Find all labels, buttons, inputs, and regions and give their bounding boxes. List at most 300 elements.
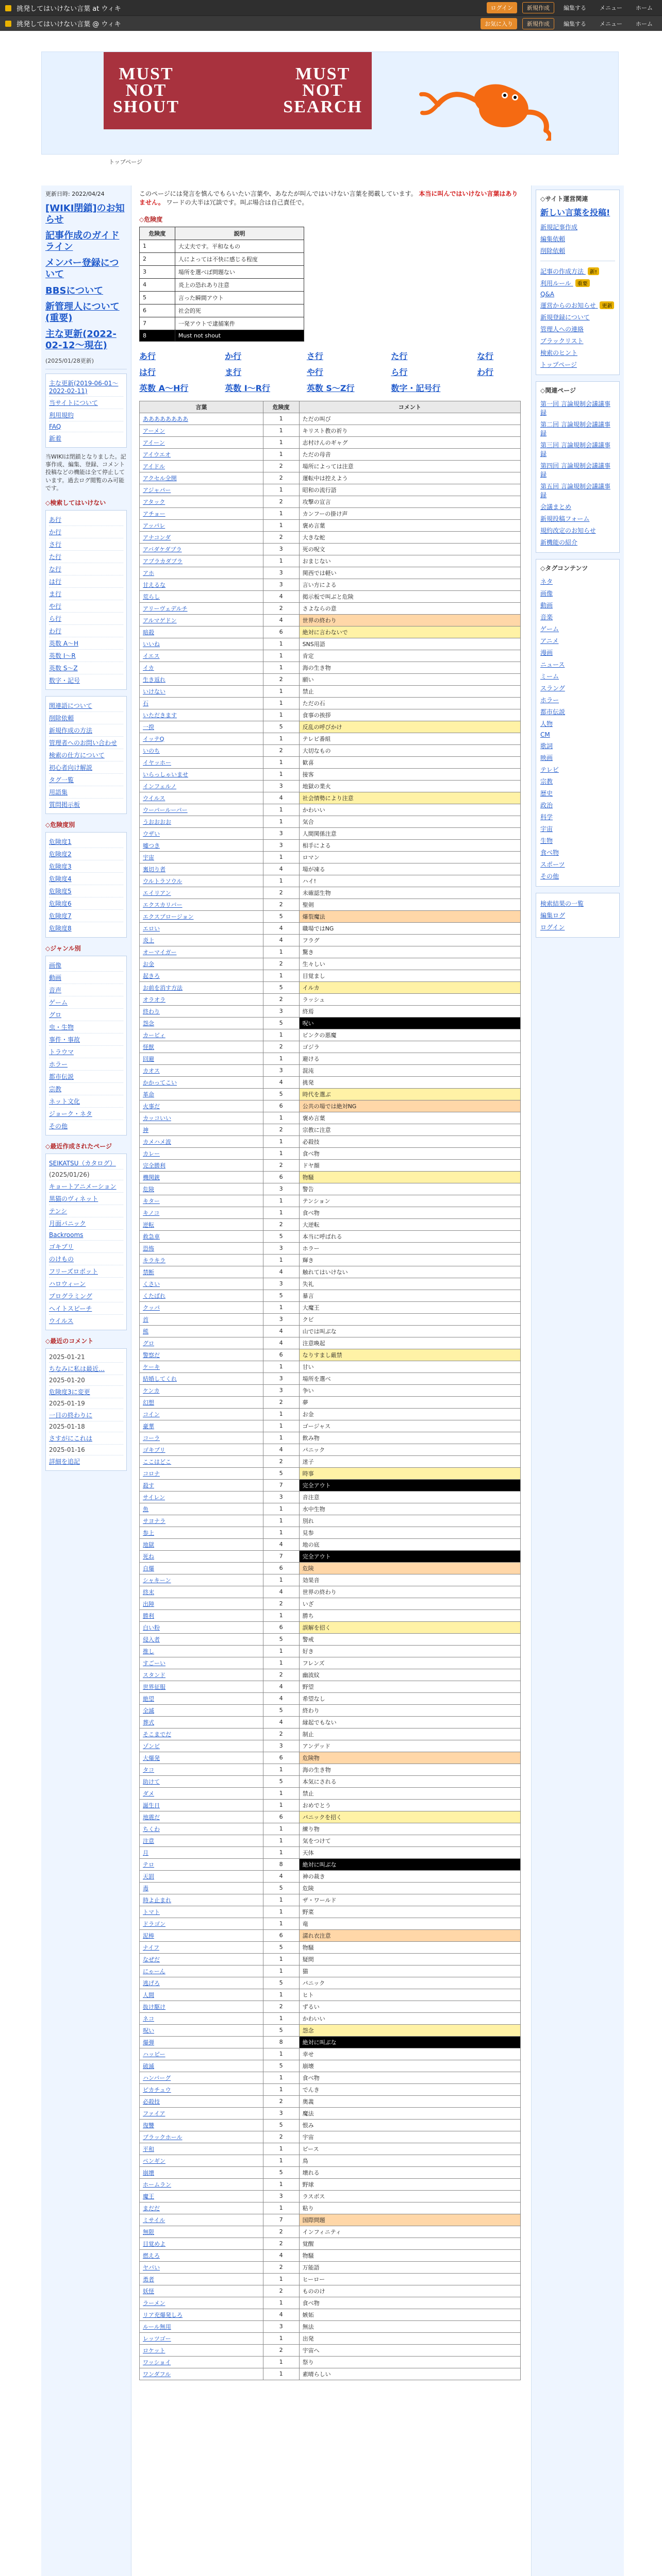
word-cell[interactable]: [140, 614, 263, 626]
word-cell[interactable]: [140, 970, 263, 981]
word-cell[interactable]: [140, 1159, 263, 1171]
word-link[interactable]: カレー: [143, 1150, 160, 1157]
tag-link[interactable]: スラング: [540, 685, 565, 692]
left-recent-item[interactable]: SEIKATSU（カタログ）: [49, 1160, 116, 1167]
word-link[interactable]: コーラ: [143, 1434, 160, 1442]
left-misc-item[interactable]: 検索の仕方について: [49, 749, 123, 761]
word-cell[interactable]: [140, 2368, 263, 2380]
word-link[interactable]: 毒: [143, 1885, 148, 1892]
word-link[interactable]: オラオラ: [143, 996, 166, 1003]
tag-link[interactable]: その他: [540, 873, 559, 880]
word-link[interactable]: 勝利: [143, 1612, 154, 1619]
word-cell[interactable]: [140, 602, 263, 614]
word-cell[interactable]: [140, 1088, 263, 1100]
kana-nav-item[interactable]: 英数 S〜Z行: [306, 383, 355, 393]
word-link[interactable]: 甘えるな: [143, 581, 166, 588]
word-cell[interactable]: [140, 1195, 263, 1207]
top2-action-menu[interactable]: メニュー: [600, 20, 622, 27]
left-genre-item[interactable]: 事件・事故: [49, 1033, 123, 1045]
word-link[interactable]: 神: [143, 1126, 148, 1133]
word-link[interactable]: エイリアン: [143, 889, 171, 896]
tag-link[interactable]: 歌詞: [540, 742, 553, 750]
word-link[interactable]: 革命: [143, 1091, 154, 1098]
word-cell[interactable]: [140, 555, 263, 567]
left-recent-item[interactable]: ハロウィーン: [49, 1277, 123, 1290]
right-related-link[interactable]: 新規投稿フォーム: [540, 515, 590, 522]
word-link[interactable]: いけない: [143, 688, 166, 695]
left-misc-item[interactable]: タグ一覧: [49, 773, 123, 786]
word-cell[interactable]: [140, 1775, 263, 1787]
word-cell[interactable]: [140, 1479, 263, 1491]
word-cell[interactable]: [140, 1538, 263, 1550]
banner-logo[interactable]: [104, 52, 372, 129]
word-link[interactable]: いらっしゃいませ: [143, 771, 188, 778]
word-link[interactable]: 石: [143, 700, 148, 707]
word-link[interactable]: 炎上: [143, 937, 154, 944]
left-big-link-2[interactable]: 記事作成のガイドライン: [45, 230, 120, 252]
word-link[interactable]: シャキーン: [143, 1577, 171, 1584]
left-link-5[interactable]: 新着: [49, 432, 123, 444]
word-cell[interactable]: [140, 1372, 263, 1384]
word-link[interactable]: 妖怪: [143, 2287, 154, 2295]
right-link[interactable]: ブラックリスト: [540, 337, 584, 345]
word-link[interactable]: ケーキ: [143, 1363, 160, 1370]
recent-comment-link[interactable]: 一日の終わりに: [49, 1409, 123, 1421]
word-cell[interactable]: [140, 1609, 263, 1621]
word-cell[interactable]: [140, 1053, 263, 1064]
word-cell[interactable]: [140, 2072, 263, 2083]
word-cell[interactable]: [140, 1586, 263, 1598]
word-link[interactable]: ワッショイ: [143, 2359, 171, 2366]
word-link[interactable]: 宇宙: [143, 854, 154, 861]
word-link[interactable]: ロケット: [143, 2347, 166, 2354]
word-link[interactable]: イカ: [143, 664, 154, 671]
word-link[interactable]: アーメン: [143, 427, 166, 434]
tag-link[interactable]: 生物: [540, 837, 553, 844]
word-link[interactable]: かかってこい: [143, 1079, 177, 1086]
word-cell[interactable]: [140, 2356, 263, 2368]
word-cell[interactable]: [140, 1029, 263, 1041]
word-cell[interactable]: [140, 1645, 263, 1657]
word-cell[interactable]: [140, 1455, 263, 1467]
tag-link[interactable]: スポーツ: [540, 861, 565, 868]
word-cell[interactable]: [140, 1527, 263, 1538]
word-link[interactable]: アイドル: [143, 463, 166, 470]
word-link[interactable]: アホ: [143, 569, 154, 577]
word-link[interactable]: 地震だ: [143, 1814, 160, 1821]
word-link[interactable]: 荒らし: [143, 593, 160, 600]
word-link[interactable]: 全滅: [143, 1707, 154, 1714]
word-cell[interactable]: [140, 887, 263, 899]
word-cell[interactable]: [140, 1811, 263, 1823]
recent-comment-link[interactable]: さすがにこれは: [49, 1432, 123, 1444]
word-cell[interactable]: [140, 662, 263, 673]
tag-link[interactable]: 動画: [540, 602, 553, 609]
word-cell[interactable]: [140, 1515, 263, 1527]
right-link[interactable]: 新規記事作成: [540, 224, 578, 231]
word-cell[interactable]: [140, 2107, 263, 2119]
word-cell[interactable]: [140, 768, 263, 780]
word-cell[interactable]: [140, 1041, 263, 1053]
tag-link[interactable]: アニメ: [540, 637, 559, 645]
recent-comment-link[interactable]: 危険度3に変更: [49, 1385, 123, 1398]
kana-nav-item[interactable]: 英数 I〜R行: [225, 383, 271, 393]
word-cell[interactable]: [140, 1953, 263, 1965]
word-cell[interactable]: [140, 673, 263, 685]
word-cell[interactable]: [140, 1882, 263, 1894]
word-cell[interactable]: [140, 1266, 263, 1278]
right-misc-link[interactable]: ログイン: [540, 924, 565, 931]
word-cell[interactable]: [140, 1870, 263, 1882]
word-cell[interactable]: [140, 1325, 263, 1337]
word-cell[interactable]: [140, 685, 263, 697]
left-big-link-4[interactable]: BBSについて: [45, 285, 104, 296]
word-cell[interactable]: [140, 1681, 263, 1692]
word-link[interactable]: ハンバーグ: [143, 2074, 171, 2081]
word-cell[interactable]: [140, 1846, 263, 1858]
word-link[interactable]: 白い粉: [143, 1624, 160, 1631]
word-cell[interactable]: [140, 2131, 263, 2143]
word-link[interactable]: 平和: [143, 2145, 154, 2153]
left-genre-item[interactable]: 虫・生物: [49, 1021, 123, 1033]
word-cell[interactable]: [140, 780, 263, 792]
word-cell[interactable]: [140, 1621, 263, 1633]
word-cell[interactable]: [140, 1562, 263, 1574]
left-level-item[interactable]: 危険度2: [49, 848, 123, 860]
word-cell[interactable]: [140, 899, 263, 910]
word-cell[interactable]: [140, 744, 263, 756]
right-link[interactable]: Q&A: [540, 291, 555, 298]
right-related-link[interactable]: 第五回 言論規制会議議事録: [540, 483, 610, 499]
top2-action-edit[interactable]: 編集する: [564, 20, 586, 27]
word-link[interactable]: 無限: [143, 2228, 154, 2235]
word-link[interactable]: そこまでだ: [143, 1731, 171, 1738]
word-cell[interactable]: [140, 567, 263, 579]
left-misc-item[interactable]: 削除依頼: [49, 711, 123, 724]
word-link[interactable]: アチョー: [143, 510, 166, 517]
tag-link[interactable]: 宇宙: [540, 825, 553, 833]
word-cell[interactable]: [140, 2249, 263, 2261]
word-cell[interactable]: [140, 875, 263, 887]
word-cell[interactable]: [140, 733, 263, 744]
word-cell[interactable]: [140, 1503, 263, 1515]
word-cell[interactable]: [140, 1941, 263, 1953]
left-level-item[interactable]: 危険度5: [49, 885, 123, 897]
left-recent-item[interactable]: 月面パニック: [49, 1217, 123, 1229]
word-cell[interactable]: [140, 1396, 263, 1408]
word-link[interactable]: 呪い: [143, 2027, 154, 2034]
word-cell[interactable]: [140, 484, 263, 496]
tag-link[interactable]: 画像: [540, 590, 553, 597]
left-recent-item[interactable]: プログラミング: [49, 1290, 123, 1302]
word-cell[interactable]: [140, 2344, 263, 2356]
left-link-3[interactable]: 利用規約: [49, 409, 123, 421]
word-link[interactable]: ウーパールーパー: [143, 806, 188, 814]
kana-nav-item[interactable]: な行: [477, 351, 494, 361]
word-cell[interactable]: [140, 1408, 263, 1420]
word-cell[interactable]: [140, 436, 263, 448]
right-related-link[interactable]: 第四回 言論規制会議議事録: [540, 462, 610, 478]
word-link[interactable]: 時よ止まれ: [143, 1896, 171, 1904]
word-link[interactable]: いいね: [143, 640, 160, 648]
word-link[interactable]: 一揆: [143, 723, 154, 731]
word-link[interactable]: ダメ: [143, 1790, 154, 1797]
word-link[interactable]: 誕生日: [143, 1802, 160, 1809]
word-link[interactable]: 完全勝利: [143, 1162, 166, 1169]
word-cell[interactable]: [140, 1906, 263, 1918]
left-kana-item[interactable]: さ行: [49, 538, 123, 550]
word-cell[interactable]: [140, 981, 263, 993]
word-link[interactable]: 人間: [143, 1991, 154, 1998]
word-cell[interactable]: [140, 460, 263, 472]
word-cell[interactable]: [140, 638, 263, 650]
word-cell[interactable]: [140, 2214, 263, 2226]
word-cell[interactable]: [140, 910, 263, 922]
word-cell[interactable]: [140, 2285, 263, 2297]
word-link[interactable]: 機関銃: [143, 1174, 160, 1181]
word-link[interactable]: テロ: [143, 1861, 154, 1868]
left-recent-item[interactable]: Backrooms: [49, 1229, 123, 1240]
tag-link[interactable]: 映画: [540, 754, 553, 761]
left-level-item[interactable]: 危険度8: [49, 922, 123, 934]
word-cell[interactable]: [140, 1894, 263, 1906]
word-cell[interactable]: [140, 792, 263, 804]
word-cell[interactable]: [140, 1491, 263, 1503]
word-link[interactable]: 禁断: [143, 1268, 154, 1276]
word-link[interactable]: 破滅: [143, 2062, 154, 2070]
left-big-link-1[interactable]: [WIKI閉鎖]のお知らせ: [45, 203, 125, 225]
left-recent-item[interactable]: ヘイトスピーチ: [49, 1302, 123, 1314]
word-cell[interactable]: [140, 1918, 263, 1929]
left-misc-item[interactable]: 初心者向け解説: [49, 761, 123, 773]
right-related-link[interactable]: 新機能の紹介: [540, 539, 578, 546]
word-link[interactable]: カービィ: [143, 1031, 166, 1039]
word-cell[interactable]: [140, 472, 263, 484]
word-link[interactable]: ケンカ: [143, 1387, 160, 1394]
word-cell[interactable]: [140, 1989, 263, 2001]
left-genre-item[interactable]: ホラー: [49, 1058, 123, 1070]
word-cell[interactable]: [140, 1290, 263, 1301]
left-kana-item[interactable]: な行: [49, 563, 123, 575]
right-link[interactable]: トップページ: [540, 361, 577, 368]
word-link[interactable]: エロい: [143, 925, 160, 932]
word-link[interactable]: レッツゴー: [143, 2335, 171, 2342]
word-link[interactable]: トマト: [143, 1908, 160, 1916]
word-link[interactable]: ウイルス: [143, 794, 166, 802]
right-big-link[interactable]: 新しい言葉を投稿!: [540, 208, 610, 217]
word-link[interactable]: 魚: [143, 1505, 148, 1513]
word-link[interactable]: ペンギン: [143, 2157, 166, 2164]
tag-link[interactable]: ホラー: [540, 697, 559, 704]
kana-nav-item[interactable]: は行: [139, 367, 156, 377]
top-action-new[interactable]: 新規作成: [522, 2, 554, 13]
tag-link[interactable]: 政治: [540, 802, 553, 809]
word-link[interactable]: スタンド: [143, 1671, 166, 1679]
left-kana-item[interactable]: ら行: [49, 612, 123, 624]
word-link[interactable]: ヤバい: [143, 2264, 160, 2271]
word-link[interactable]: 暗殺: [143, 629, 154, 636]
word-cell[interactable]: [140, 1171, 263, 1183]
top-action-home[interactable]: ホーム: [636, 5, 653, 11]
word-link[interactable]: 復讐: [143, 2122, 154, 2129]
right-link[interactable]: 管理人への連絡: [540, 326, 584, 333]
word-cell[interactable]: [140, 1598, 263, 1609]
word-link[interactable]: ゴキブリ: [143, 1446, 166, 1453]
word-cell[interactable]: [140, 1100, 263, 1112]
left-big-link-5[interactable]: 新管理人について(重要): [45, 301, 120, 324]
word-cell[interactable]: [140, 2297, 263, 2309]
word-cell[interactable]: [140, 2273, 263, 2285]
word-link[interactable]: ミサイル: [143, 2216, 166, 2224]
left-misc-item[interactable]: 新規作成の方法: [49, 724, 123, 736]
word-cell[interactable]: [140, 1728, 263, 1740]
word-link[interactable]: オーマイガー: [143, 948, 177, 956]
word-link[interactable]: 怨念: [143, 1020, 154, 1027]
tag-link[interactable]: 音楽: [540, 614, 553, 621]
word-cell[interactable]: [140, 1716, 263, 1728]
right-link[interactable]: [540, 299, 615, 311]
word-cell[interactable]: [140, 2036, 263, 2048]
right-link[interactable]: 編集依頼: [540, 235, 566, 243]
word-link[interactable]: 絶望: [143, 1695, 154, 1702]
left-link-4[interactable]: FAQ: [49, 421, 123, 432]
kana-nav-item[interactable]: 英数 A〜H行: [139, 383, 189, 393]
word-link[interactable]: 終末: [143, 1588, 154, 1596]
right-misc-link[interactable]: 編集ログ: [540, 912, 566, 919]
word-link[interactable]: 目覚めよ: [143, 2240, 166, 2247]
word-link[interactable]: ゾンビ: [143, 1742, 160, 1750]
left-recent-item[interactable]: キョートアニメーション: [49, 1180, 123, 1192]
word-cell[interactable]: [140, 1112, 263, 1124]
left-big-link-3[interactable]: メンバー登録について: [45, 258, 119, 280]
word-link[interactable]: 注意: [143, 1837, 154, 1844]
word-link[interactable]: まだだ: [143, 2205, 160, 2212]
word-cell[interactable]: [140, 934, 263, 946]
word-link[interactable]: 死ね: [143, 1553, 154, 1560]
word-cell[interactable]: [140, 2095, 263, 2107]
word-link[interactable]: エクスプロージョン: [143, 913, 194, 920]
word-cell[interactable]: [140, 1787, 263, 1799]
word-link[interactable]: 出陣: [143, 1600, 154, 1607]
right-link[interactable]: 検索のヒント: [540, 349, 578, 357]
tag-link[interactable]: 科学: [540, 814, 553, 821]
word-link[interactable]: インフェルノ: [143, 783, 177, 790]
left-kana-item[interactable]: 英数 S〜Z: [49, 662, 123, 674]
left-recent-item[interactable]: のけもの: [49, 1252, 123, 1265]
kana-nav-item[interactable]: や行: [306, 367, 323, 377]
word-cell[interactable]: [140, 1752, 263, 1764]
recent-comment-link[interactable]: 詳細を追記: [49, 1455, 123, 1467]
word-cell[interactable]: [140, 839, 263, 851]
word-cell[interactable]: [140, 2320, 263, 2332]
word-cell[interactable]: [140, 1432, 263, 1444]
word-cell[interactable]: [140, 2060, 263, 2072]
word-cell[interactable]: [140, 1467, 263, 1479]
left-link-1[interactable]: 主な更新(2019-06-01〜2022-02-11): [49, 379, 119, 395]
word-link[interactable]: 生き返れ: [143, 676, 166, 683]
top2-action-new[interactable]: 新規作成: [522, 18, 554, 29]
word-link[interactable]: 嘘つき: [143, 842, 160, 849]
word-link[interactable]: いのち: [143, 747, 160, 754]
word-link[interactable]: グロ: [143, 1340, 154, 1347]
word-cell[interactable]: [140, 1823, 263, 1835]
word-link[interactable]: 地獄: [143, 1541, 154, 1548]
word-cell[interactable]: [140, 709, 263, 721]
right-link[interactable]: 削除依頼: [540, 247, 566, 255]
word-link[interactable]: ブラックホール: [143, 2133, 183, 2141]
word-link[interactable]: うおおおお: [143, 818, 171, 825]
word-link[interactable]: エクスカリバー: [143, 901, 183, 908]
word-cell[interactable]: [140, 1704, 263, 1716]
word-cell[interactable]: [140, 590, 263, 602]
word-link[interactable]: 火事だ: [143, 1103, 160, 1110]
recent-comment-link[interactable]: ちなみに私は最近…: [49, 1362, 123, 1375]
word-link[interactable]: 必殺技: [143, 2098, 160, 2105]
word-link[interactable]: 危険: [143, 1185, 154, 1193]
word-link[interactable]: イヤッホー: [143, 759, 171, 766]
word-link[interactable]: 回避: [143, 1055, 154, 1062]
word-link[interactable]: 逆転: [143, 1221, 154, 1228]
word-cell[interactable]: [140, 1740, 263, 1752]
word-cell[interactable]: [140, 2001, 263, 2012]
word-link[interactable]: ファイア: [143, 2110, 166, 2117]
word-link[interactable]: アイーン: [143, 439, 165, 446]
kana-nav-item[interactable]: た行: [391, 351, 408, 361]
left-misc-item[interactable]: 管理者へのお問い合わせ: [49, 736, 123, 749]
left-big-link-6[interactable]: 主な更新(2022-02-12〜現在): [45, 329, 117, 351]
word-cell[interactable]: [140, 1207, 263, 1218]
word-link[interactable]: アイウエオ: [143, 451, 171, 458]
word-cell[interactable]: [140, 2166, 263, 2178]
top-action-login[interactable]: ログイン: [487, 2, 517, 13]
left-recent-item[interactable]: ゴキブリ: [49, 1240, 123, 1252]
word-cell[interactable]: [140, 1064, 263, 1076]
word-link[interactable]: アルマゲドン: [143, 617, 177, 624]
word-link[interactable]: ハッピー: [143, 2050, 166, 2058]
word-link[interactable]: サヨナラ: [143, 1517, 166, 1524]
left-kana-item[interactable]: 数字・記号: [49, 674, 123, 686]
word-cell[interactable]: [140, 2012, 263, 2024]
word-cell[interactable]: [140, 2190, 263, 2202]
word-link[interactable]: サイレン: [143, 1494, 165, 1501]
word-cell[interactable]: [140, 650, 263, 662]
word-cell[interactable]: [140, 827, 263, 839]
right-related-link[interactable]: 第二回 言論規制会議議事録: [540, 421, 610, 437]
word-cell[interactable]: [140, 1147, 263, 1159]
word-link[interactable]: 終わり: [143, 1008, 160, 1015]
word-link[interactable]: なぜだ: [143, 1956, 160, 1963]
word-cell[interactable]: [140, 1633, 263, 1645]
word-link[interactable]: 泥棒: [143, 1932, 154, 1939]
tag-link[interactable]: ミーム: [540, 673, 559, 680]
word-cell[interactable]: [140, 1977, 263, 1989]
word-link[interactable]: ネコ: [143, 2015, 154, 2022]
right-link[interactable]: [540, 265, 615, 277]
word-link[interactable]: 結婚してくれ: [143, 1375, 177, 1382]
word-link[interactable]: 怪獣: [143, 1043, 154, 1050]
word-cell[interactable]: [140, 1550, 263, 1562]
top-action-menu[interactable]: メニュー: [600, 5, 622, 11]
word-cell[interactable]: [140, 1349, 263, 1361]
tag-link[interactable]: 食べ物: [540, 849, 559, 856]
left-genre-item[interactable]: その他: [49, 1120, 123, 1132]
left-misc-item[interactable]: 用語集: [49, 786, 123, 798]
left-kana-item[interactable]: ま行: [49, 587, 123, 600]
word-cell[interactable]: [140, 2119, 263, 2131]
left-kana-item[interactable]: か行: [49, 526, 123, 538]
word-link[interactable]: キター: [143, 1197, 160, 1205]
word-cell[interactable]: [140, 1230, 263, 1242]
